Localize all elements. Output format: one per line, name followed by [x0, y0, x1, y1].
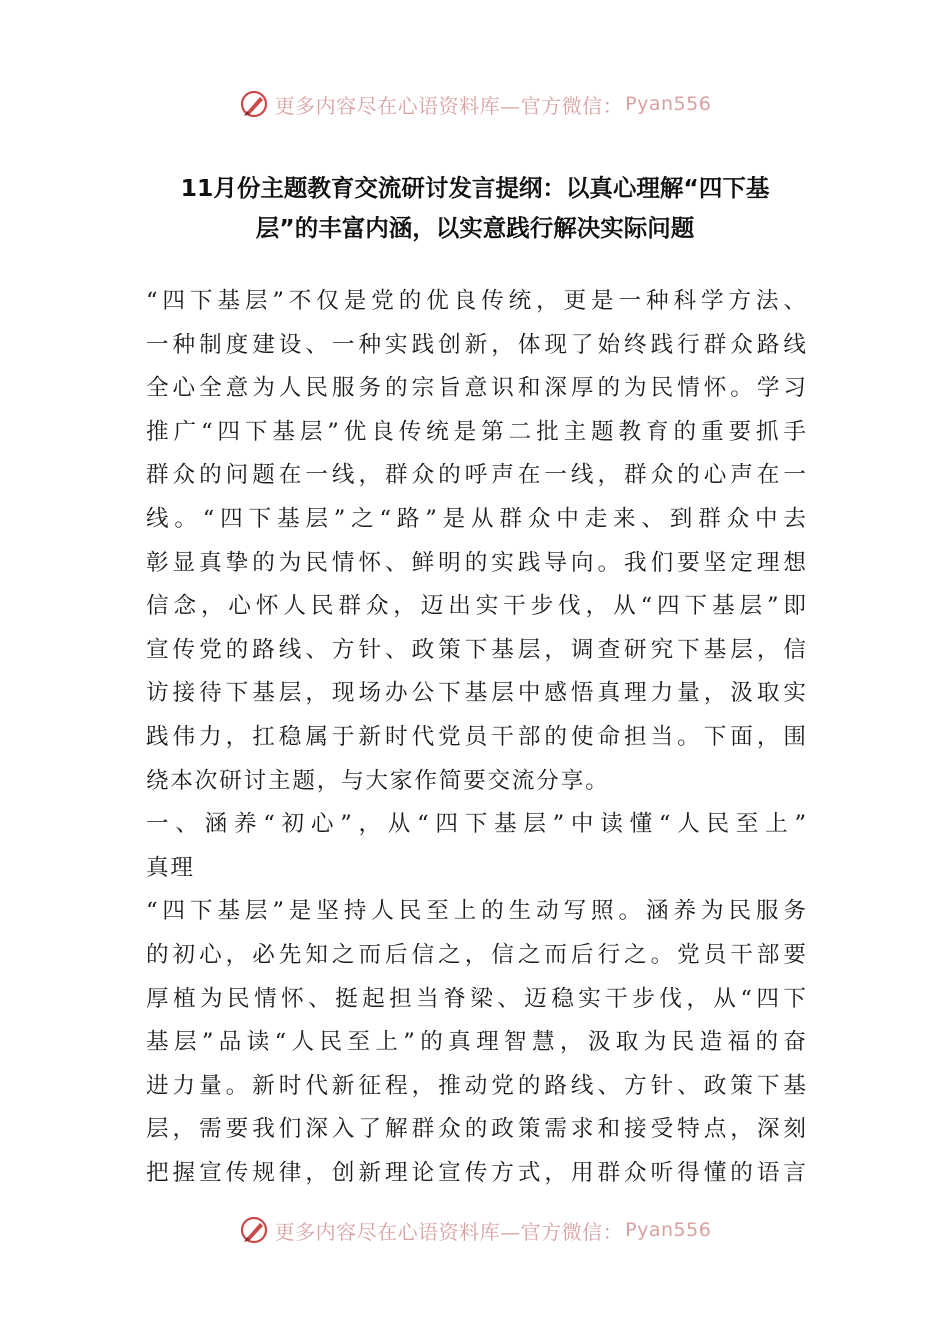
- body-line: 厚植为民情怀、挺起担当脊梁、迈稳实干步伐，从“四下: [146, 985, 806, 1012]
- body-line: 践伟力，扛稳属于新时代党员干部的使命担当。下面，围: [146, 723, 806, 750]
- body-line: 宣传党的路线、方针、政策下基层，调查研究下基层，信: [146, 636, 806, 663]
- body-line: 一种制度建设、一种实践创新，体现了始终践行群众路线: [146, 331, 806, 358]
- watermark-wechat-id: Pyan556: [625, 93, 712, 115]
- watermark-wechat-id: Pyan556: [625, 1219, 712, 1241]
- body-line: 层，需要我们深入了解群众的政策需求和接受特点，深刻: [146, 1116, 806, 1143]
- body-line: 访接待下基层，现场办公下基层中感悟真理力量，汲取实: [146, 680, 806, 707]
- document-body: [146, 280, 806, 1195]
- body-line: “四下基层”不仅是党的优良传统，更是一种科学方法、: [146, 288, 806, 314]
- header-watermark: [0, 84, 950, 124]
- body-line: 全心全意为人民服务的宗旨意识和深厚的为民情怀。学习: [146, 375, 806, 402]
- title-line: 层”的丰富内涵，以实意践行解决实际问题: [255, 214, 695, 242]
- pen-logo-icon: [239, 1215, 269, 1245]
- body-line: “四下基层”是坚持人民至上的生动写照。涵养为民服务: [146, 898, 806, 925]
- body-line: 线。“四下基层”之“路”是从群众中走来、到群众中去: [146, 505, 806, 532]
- footer-watermark: [0, 1210, 950, 1250]
- body-line: 基层”品读“人民至上”的真理智慧，汲取为民造福的奋: [146, 1029, 806, 1056]
- body-line: 彰显真挚的为民情怀、鲜明的实践导向。我们要坚定理想: [146, 549, 806, 576]
- document-title: [140, 168, 810, 248]
- pen-logo-icon: [239, 89, 269, 119]
- body-line: 进力量。新时代新征程，推动党的路线、方针、政策下基: [146, 1072, 806, 1099]
- body-line: 推广“四下基层”优良传统是第二批主题教育的重要抓手: [146, 418, 806, 445]
- body-line: 信念，心怀人民群众，迈出实干步伐，从“四下基层”即: [146, 593, 806, 620]
- watermark-text: 更多内容尽在心语资料库—官方微信：: [274, 1219, 624, 1244]
- title-line: 11月份主题教育交流研讨发言提纲：以真心理解“四下基: [180, 174, 770, 202]
- body-line: 把握宣传规律，创新理论宣传方式，用群众听得懂的语言: [146, 1159, 806, 1186]
- body-line: 群众的问题在一线，群众的呼声在一线，群众的心声在一: [146, 462, 806, 489]
- section-heading-line: 真理: [146, 854, 195, 881]
- watermark-text: 更多内容尽在心语资料库—官方微信：: [274, 93, 624, 118]
- body-line: 的初心，必先知之而后信之，信之而后行之。党员干部要: [146, 941, 806, 968]
- body-line: 绕本次研讨主题，与大家作简要交流分享。: [146, 767, 610, 794]
- section-heading-line: 一、涵养“初心”，从“四下基层”中读懂“人民至上”: [146, 811, 806, 838]
